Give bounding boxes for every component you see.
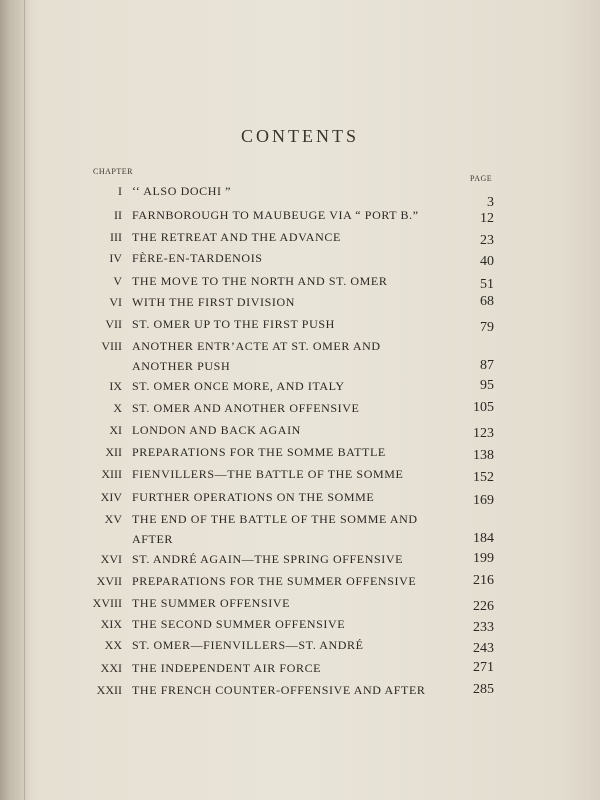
toc-entry	[0, 272, 600, 292]
chapter-number: VIII	[101, 339, 122, 353]
page-number: 216	[473, 573, 494, 588]
toc-entry	[0, 249, 600, 269]
page-number: 271	[473, 660, 494, 675]
chapter-number: XIX	[100, 617, 122, 631]
page-number: 51	[480, 277, 494, 292]
page-number: 233	[473, 620, 494, 635]
chapter-number: XX	[104, 638, 122, 652]
chapter-number: IV	[109, 251, 122, 265]
chapter-number: XIV	[100, 490, 122, 504]
chapter-number: VI	[109, 295, 122, 309]
toc-entry	[0, 399, 600, 419]
chapter-number: XVII	[96, 574, 122, 588]
toc-entry	[0, 315, 600, 335]
chapter-title: FÈRE-EN-TARDENOIS	[132, 251, 263, 265]
page-number: 169	[473, 493, 494, 508]
chapter-number: V	[113, 274, 122, 288]
page-number: 95	[480, 378, 494, 393]
page-title: CONTENTS	[241, 126, 359, 146]
chapter-number: XV	[104, 512, 122, 526]
chapter-title: ST. OMER AND ANOTHER OFFENSIVE	[132, 401, 360, 415]
toc-entry	[0, 228, 600, 248]
toc-entry	[0, 659, 600, 679]
toc-entry	[0, 636, 600, 656]
toc-entry	[0, 488, 600, 508]
chapter-number: XII	[105, 445, 122, 459]
chapter-number: XVIII	[92, 596, 122, 610]
chapter-number: I	[118, 184, 122, 198]
page-number: 23	[480, 233, 494, 248]
page-column-label: PAGE	[470, 174, 493, 183]
chapter-title: THE FRENCH COUNTER-OFFENSIVE AND AFTER	[132, 683, 426, 697]
chapter-number: VII	[105, 317, 122, 331]
toc-entry	[0, 681, 600, 701]
toc-entry	[0, 550, 600, 570]
chapter-title: FARNBOROUGH TO MAUBEUGE VIA “ PORT B.”	[132, 208, 419, 222]
page-number: 105	[473, 400, 494, 415]
chapter-title: FURTHER OPERATIONS ON THE SOMME	[132, 490, 375, 504]
chapter-title: ST. OMER UP TO THE FIRST PUSH	[132, 317, 335, 331]
chapter-title: THE RETREAT AND THE ADVANCE	[132, 230, 341, 244]
toc-entry	[0, 182, 600, 210]
page-number: 87	[480, 358, 494, 373]
toc-entry	[0, 443, 600, 463]
chapter-title: ST. ANDRÉ AGAIN—THE SPRING OFFENSIVE	[132, 552, 404, 566]
page-number: 285	[473, 682, 494, 697]
chapter-number: XVI	[100, 552, 122, 566]
chapter-number: XIII	[101, 467, 122, 481]
page-number: 138	[473, 448, 494, 463]
chapter-number: II	[114, 208, 122, 222]
page-number: 68	[480, 294, 494, 309]
toc-entry	[0, 206, 600, 226]
chapter-number: XI	[109, 423, 122, 437]
chapter-title: WITH THE FIRST DIVISION	[132, 295, 296, 309]
chapter-title: PREPARATIONS FOR THE SOMME BATTLE	[132, 445, 386, 459]
page-number: 152	[473, 470, 494, 485]
chapter-title: THE INDEPENDENT AIR FORCE	[132, 661, 322, 675]
chapter-title: THE END OF THE BATTLE OF THE SOMME AND	[132, 512, 418, 526]
chapter-title: ANOTHER ENTR’ACTE AT ST. OMER AND	[132, 339, 381, 353]
page-number: 123	[473, 426, 494, 441]
chapter-number: X	[113, 401, 122, 415]
page-number: 3	[487, 195, 494, 210]
page-number: 226	[473, 599, 494, 614]
toc-entry	[0, 572, 600, 592]
chapter-title: ST. OMER ONCE MORE, AND ITALY	[132, 379, 345, 393]
chapter-title: THE SECOND SUMMER OFFENSIVE	[132, 617, 346, 631]
toc-entry	[0, 421, 600, 441]
toc-entry	[0, 293, 600, 313]
page-number: 79	[480, 320, 494, 335]
page-number: 243	[473, 641, 494, 656]
chapter-title: PREPARATIONS FOR THE SUMMER OFFENSIVE	[132, 574, 417, 588]
chapter-number: IX	[109, 379, 122, 393]
page-number: 12	[480, 211, 494, 226]
chapter-number: XXII	[96, 683, 122, 697]
toc-entry	[0, 465, 600, 485]
page-number: 184	[473, 531, 494, 546]
chapter-title: ‘‘ ALSO DOCHI ”	[132, 184, 232, 198]
chapter-title: LONDON AND BACK AGAIN	[132, 423, 301, 437]
toc-entry	[0, 337, 600, 373]
page-number: 40	[480, 254, 494, 269]
chapter-title: THE MOVE TO THE NORTH AND ST. OMER	[132, 274, 388, 288]
toc-entry	[0, 615, 600, 635]
toc-entry	[0, 510, 600, 546]
chapter-number: III	[110, 230, 122, 244]
chapter-title-continued: AFTER	[132, 532, 174, 546]
chapter-title: ST. OMER—FIENVILLERS—ST. ANDRÉ	[132, 638, 364, 652]
page-number: 199	[473, 551, 494, 566]
chapter-title: THE SUMMER OFFENSIVE	[132, 596, 291, 610]
chapter-title-continued: ANOTHER PUSH	[132, 359, 231, 373]
toc-entry	[0, 377, 600, 397]
chapter-column-label: CHAPTER	[93, 167, 133, 176]
toc-entry	[0, 594, 600, 614]
chapter-number: XXI	[100, 661, 122, 675]
chapter-title: FIENVILLERS—THE BATTLE OF THE SOMME	[132, 467, 404, 481]
